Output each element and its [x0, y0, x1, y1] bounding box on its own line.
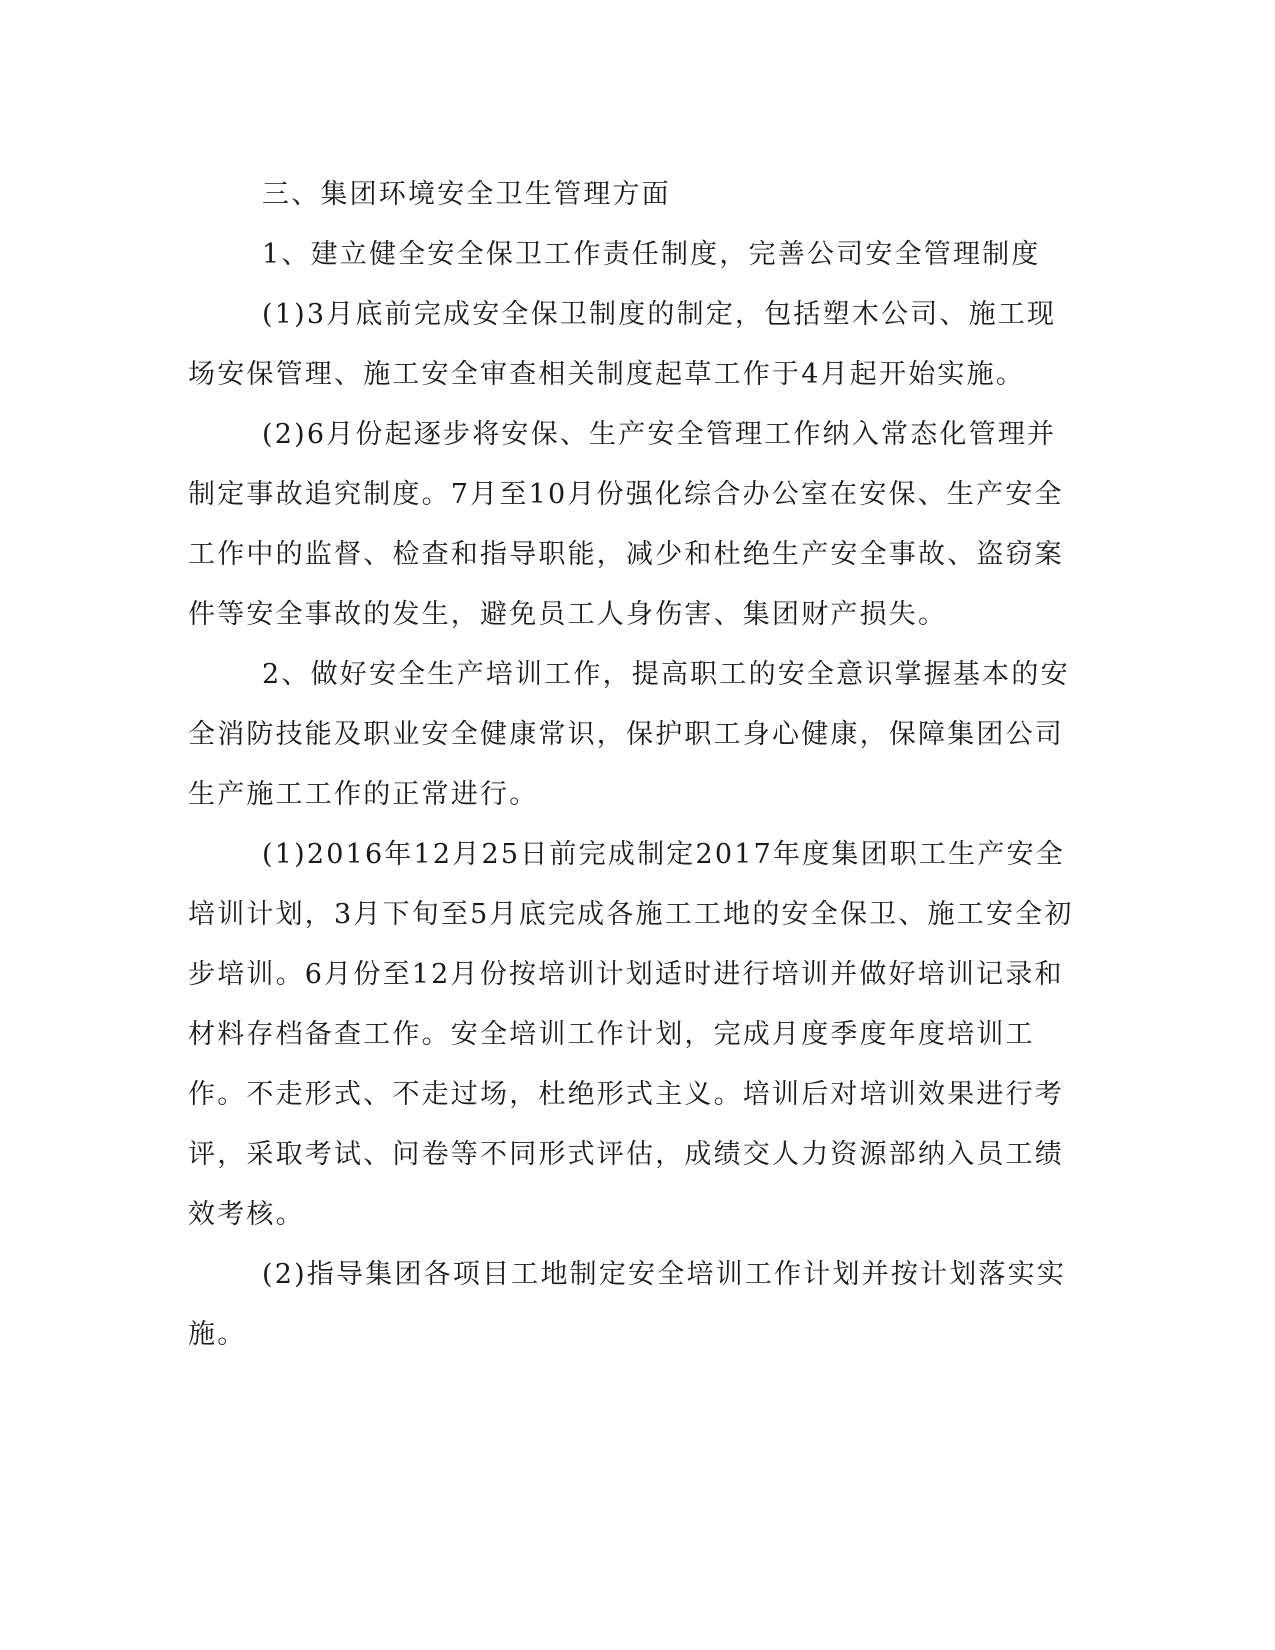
paragraph-2: 2、做好安全生产培训工作，提高职工的安全意识掌握基本的安全消防技能及职业安全健康常识，保护职工身心健康，保障集团公司生产施工工作的正常进行。	[188, 659, 1070, 810]
paragraph-1-1: (1)3月底前完成安全保卫制度的制定，包括塑木公司、施工现场安保管理、施工安全审查相关制度起草工作于4月起开始实施。	[188, 299, 1057, 390]
paragraph-1-2: (2)6月份起逐步将安保、生产安全管理工作纳入常态化管理并制定事故追究制度。7月至10月份强化综合办公室在安保、生产安全工作中的监督、检查和指导职能，减少和杜绝生产安全事故、盗窃案件等安全事故的发生，避免员工人身伤害、集团财产损失。	[188, 419, 1064, 630]
paragraph-2-1: (1)2016年12月25日前完成制定2017年度集团职工生产安全培训计划，3月下旬至5月底完成各施工工地的安全保卫、施工安全初步培训。6月份至12月份按培训计划适时进行培训并做好培训记录和材料存档备查工作。安全培训工作计划，完成月度季度年度培训工作。不走形式、不走过场，杜绝形式主义。培训后对培训效果进行考评，采取考试、问卷等不同形式评估，成绩交人力资源部纳入员工绩效考核。	[188, 839, 1074, 1230]
section-heading: 三、集团环境安全卫生管理方面	[262, 179, 671, 210]
paragraph-1: 1、建立健全安全保卫工作责任制度，完善公司安全管理制度	[262, 239, 1041, 270]
document-body	[188, 165, 1083, 1365]
paragraph-2-2: (2)指导集团各项目工地制定安全培训工作计划并按计划落实实施。	[188, 1259, 1067, 1350]
